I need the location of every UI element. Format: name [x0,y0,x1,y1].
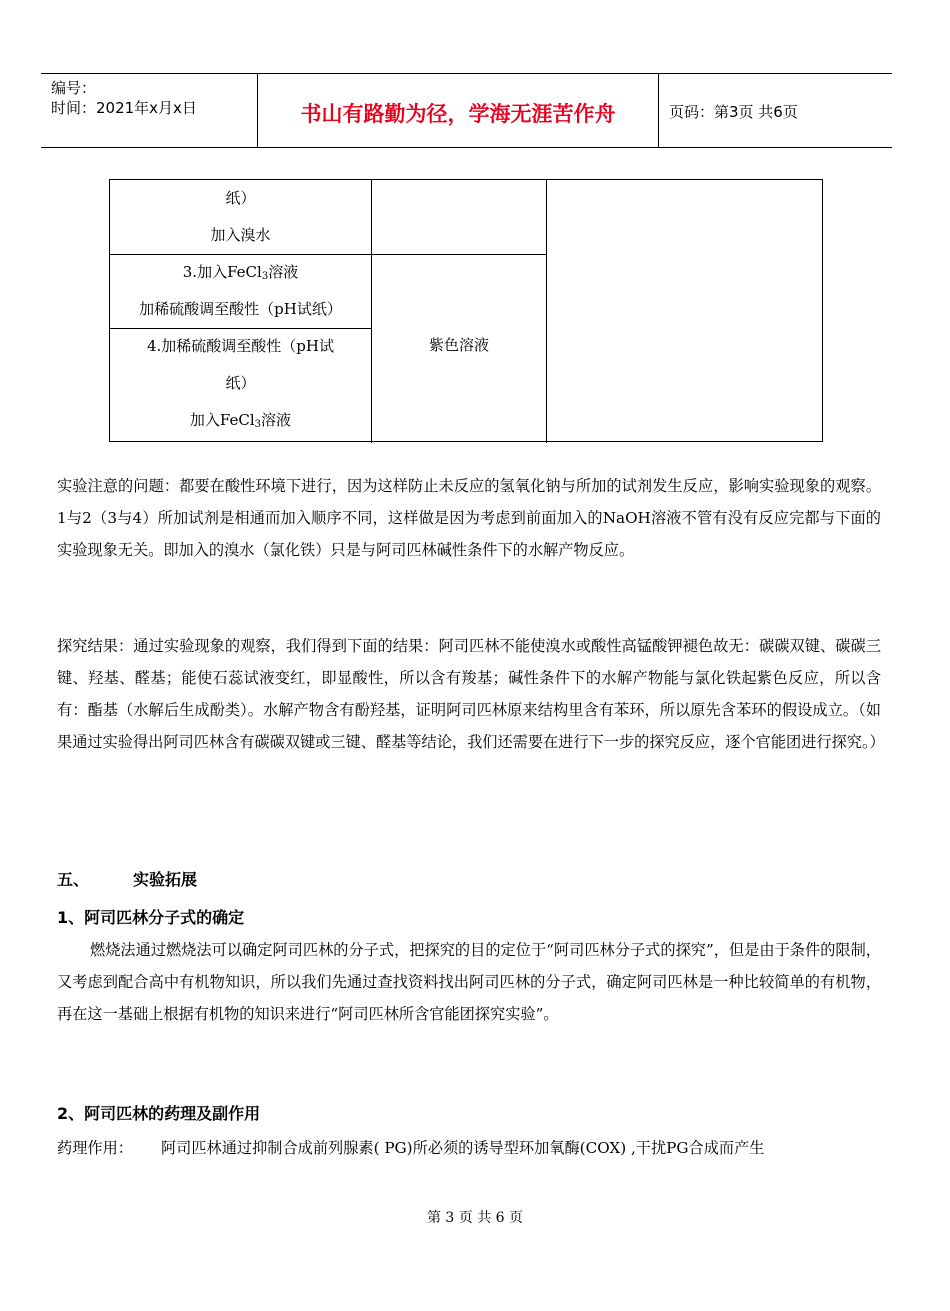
code-label: 编号： [51,79,97,97]
header-meta [51,78,197,118]
table-vline [371,180,372,443]
header-divider [658,74,659,147]
table-cell: 纸） 加入溴水 [210,189,271,244]
time-label: 时间：2021年x月x日 [51,99,197,117]
table-cell: 4.加稀硫酸调至酸性（pH试 纸） 加入FeCl$_3$溶液 [147,337,334,430]
experiment-table [109,179,823,442]
table-cell: 3.加入FeCl$_3$溶液 加稀硫酸调至酸性（pH试纸） [139,263,342,318]
subsection-text: 燃烧法通过燃烧法可以确定阿司匹林的分子式，把探究的目的定位于“阿司匹林分子式的探究”，但是由于条件的限制，又考虑到配合高中有机物知识，所以我们先通过查找资料找出阿司匹林的分子式，确定阿司匹林是一种比较简单的有机物，再在这一基础上根据有机物的知识来进行“阿司匹林所含官能团探究实验”。 [57,941,881,1023]
table-cell-result: 紫色溶液 [428,336,489,354]
pharmacology-text: 药理作用： 阿司匹林通过抑制合成前列腺素( PG)所必须的诱导型环加氧酶(COX) ,干扰PG合成而产生 [57,1139,765,1157]
slogan: 书山有路勤为径，学海无涯苦作舟 [300,102,616,126]
experiment-results: 探究结果：通过实验现象的观察，我们得到下面的结果：阿司匹林不能使溴水或酸性高锰酸钾褪色故无：碳碳双键、碳碳三键、羟基、醛基；能使石蕊试液变红，即显酸性，所以含有羧基；碱性条件下的水解产物能与氯化铁起紫色反应，所以含有：酯基（水解后生成酚类）。水解产物含有酚羟基，证明阿司匹林原来结构里含有苯环，所以原先含苯环的假设成立。（如果通过实验得出阿司匹林含有碳碳双键或三键、醛基等结论，我们还需要在进行下一步的探究反应，逐个官能团进行探究。） [57,637,885,751]
experiment-notes: 实验注意的问题：都要在酸性环境下进行，因为这样防止未反应的氢氧化钠与所加的试剂发生反应，影响实验现象的观察。1与2（3与4）所加试剂是相通而加入顺序不同，这样做是因为考虑到前面加入的NaOH溶液不管有没有反应完都与下面的实验现象无关。即加入的溴水（氯化铁）只是与阿司匹林碱性条件下的水解产物反应。 [57,477,881,559]
subsection-heading: 2、阿司匹林的药理及副作用 [57,1104,261,1123]
subsection-heading: 1、阿司匹林分子式的确定 [57,908,245,927]
page-header [41,73,892,148]
page-label: 页码：第3页 共6页 [669,103,798,121]
page-footer: 第 3 页 共 6 页 [426,1210,524,1226]
section-heading: 五、 实验拓展 [57,870,198,889]
table-vline [546,180,547,443]
